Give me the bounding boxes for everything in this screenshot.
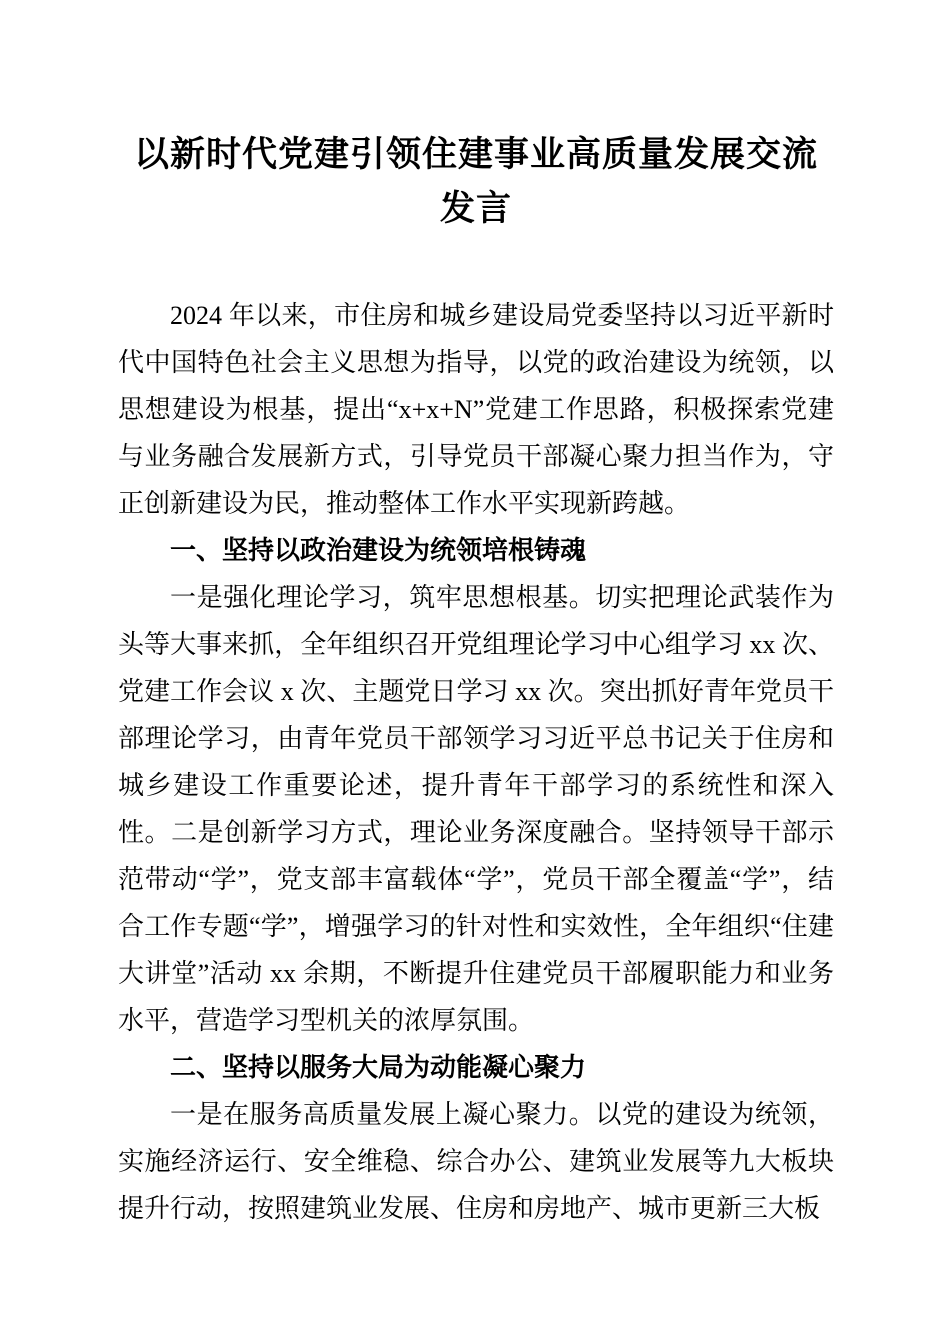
paragraph-section-2: 一是在服务高质量发展上凝心聚力。以党的建设为统领，实施经济运行、安全维稳、综合办公、建筑业发展等九大板块提升行动，按照建筑业发展、住房和房地产、城市更新三大板 xyxy=(118,1100,834,1223)
section-heading-2: 二、坚持以服务大局为动能凝心聚力 xyxy=(170,1052,587,1082)
document-title: 以新时代党建引领住建事业高质量发展交流发言 xyxy=(133,135,818,228)
paragraph-intro: 2024 年以来，市住房和城乡建设局党委坚持以习近平新时代中国特色社会主义思想为指导，以党的政治建设为统领，以思想建设为根基，提出“x+x+N”党建工作思路，积极探索党建与业务融合发展新方式，引导党员干部凝心聚力担当作为，守正创新建设为民，推动整体工作水平实现新跨越。 xyxy=(118,301,834,518)
section-heading-1: 一、坚持以政治建设为统领培根铸魂 xyxy=(170,535,587,565)
paragraph-section-1: 一是强化理论学习，筑牢思想根基。切实把理论武装作为头等大事来抓，全年组织召开党组理论学习中心组学习 xx 次、党建工作会议 x 次、主题党日学习 xx 次。突出抓好青年党员干部理论学习，由青年党员干部领学习习近平总书记关于住房和城乡建设工作重要论述，提升青年干部学习的系统性和深入性。二是创新学习方式，理论业务深度融合。坚持领导干部示范带动“学”，党支部丰富载体“学”，党员干部全覆盖“学”，结合工作专题“学”，增强学习的针对性和实效性，全年组织“住建大讲堂”活动 xx 余期，不断提升住建党员干部履职能力和业务水平，营造学习型机关的浓厚氛围。 xyxy=(118,583,834,1035)
